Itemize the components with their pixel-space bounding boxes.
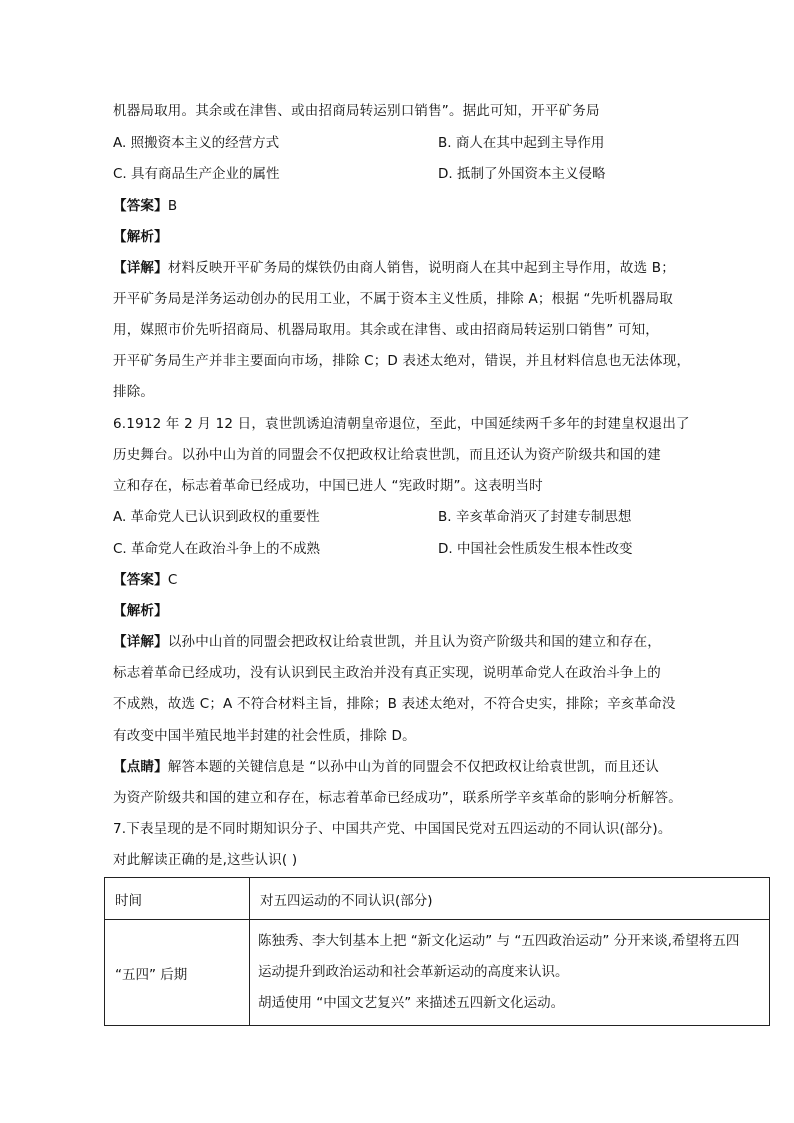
q6-analysis-label: 【解析】 (113, 603, 168, 619)
q6-option-a: A. 革命党人已认识到政权的重要性 (113, 509, 320, 525)
q5-option-d: D. 抵制了外国资本主义侵略 (438, 166, 606, 182)
q5-option-c: C. 具有商品生产企业的属性 (113, 166, 280, 182)
q5-analysis-label: 【解析】 (113, 229, 168, 245)
q6-tip-line: 【点睛】解答本题的关键信息是 “以孙中山为首的同盟会不仅把政权让给袁世凯，而且还认 (113, 759, 659, 775)
q6-detail-label: 【详解】 (113, 634, 168, 650)
table-row (105, 920, 770, 1026)
q5-detail-label: 【详解】 (113, 260, 168, 276)
q5-option-b: B. 商人在其中起到主导作用 (438, 135, 605, 151)
q5-detail-line: 【详解】材料反映开平矿务局的煤铁仍由商人销售，说明商人在其中起到主导作用，故选 B； (113, 260, 675, 276)
q6-tip-line: 为资产阶级共和国的建立和存在，标志着革命已经成功”，联系所学辛亥革命的影响分析解答。 (113, 790, 682, 806)
q6-detail-line: 不成熟，故选 C；A 不符合材料主旨，排除；B 表述太绝对，不符合史实，排除；辛亥革命没 (113, 696, 676, 712)
q6-option-c: C. 革命党人在政治斗争上的不成熟 (113, 541, 321, 557)
q7-stem-line: 7.下表呈现的是不同时期知识分子、中国共产党、中国国民党对五四运动的不同认识(部分)。 (113, 821, 672, 837)
q5-option-a: A. 照搬资本主义的经营方式 (113, 135, 280, 151)
q6-tip-label: 【点睛】 (113, 759, 168, 775)
q6-detail-line: 有改变中国半殖民地半封建的社会性质，排除 D。 (113, 728, 416, 744)
table-cell-line: 陈独秀、李大钊基本上把 “新文化运动” 与 “五四政治运动” 分开来谈,希望将五四 (258, 933, 740, 949)
q5-detail-line: 排除。 (113, 384, 155, 400)
table-cell-views (250, 920, 770, 1026)
table-header-cell: 对五四运动的不同认识(部分) (250, 878, 770, 920)
q7-table (104, 877, 770, 1026)
q6-option-b: B. 辛亥革命消灭了封建专制思想 (438, 509, 632, 525)
q6-stem-line: 立和存在，标志着革命已经成功，中国已进人 “宪政时期”。这表明当时 (113, 478, 543, 494)
q6-detail-line: 标志着革命已经成功，没有认识到民主政治并没有真正实现，说明革命党人在政治斗争上的 (113, 665, 661, 681)
q6-stem-line: 历史舞台。以孙中山为首的同盟会不仅把政权让给袁世凯，而且还认为资产阶级共和国的建 (113, 447, 661, 463)
q7-stem-line: 对此解读正确的是,这些认识( ) (113, 852, 298, 868)
q6-answer-label: 【答案】 (113, 572, 168, 588)
q5-detail-line: 开平矿务局生产并非主要面向市场，排除 C；D 表述太绝对，错误，并且材料信息也无法体现， (113, 353, 691, 369)
q5-answer-value: B (167, 198, 178, 214)
q6-detail-line: 【详解】以孙中山首的同盟会把政权让给袁世凯，并且认为资产阶级共和国的建立和存在， (113, 634, 662, 650)
table-cell-line: 胡适使用 “中国文艺复兴” 来描述五四新文化运动。 (258, 995, 565, 1011)
q5-stem-tail: 机器局取用。其余或在津售、或由招商局转运别口销售”。据此可知，开平矿务局 (113, 103, 600, 119)
q5-answer (113, 196, 177, 216)
q6-answer-value: C (167, 572, 178, 588)
q6-option-d: D. 中国社会性质发生根本性改变 (438, 541, 633, 557)
q6-answer (113, 570, 177, 590)
q5-detail-line: 开平矿务局是洋务运动创办的民用工业，不属于资本主义性质，排除 A；根据 “先听机器局取 (113, 291, 673, 307)
table-cell-line: 运动提升到政治运动和社会革新运动的高度来认识。 (258, 964, 569, 980)
table-cell-period: “五四” 后期 (105, 920, 250, 1026)
table-header-row (105, 878, 770, 920)
q5-answer-label: 【答案】 (113, 198, 168, 214)
q5-detail-line: 用，媒照市价先听招商局、机器局取用。其余或在津售、或由招商局转运别口销售” 可知， (113, 322, 659, 338)
table-header-cell: 时间 (105, 878, 250, 920)
q6-stem-line: 6.1912 年 2 月 12 日，袁世凯诱迫清朝皇帝退位，至此，中国延续两千多年的封建皇权退出了 (113, 416, 690, 432)
